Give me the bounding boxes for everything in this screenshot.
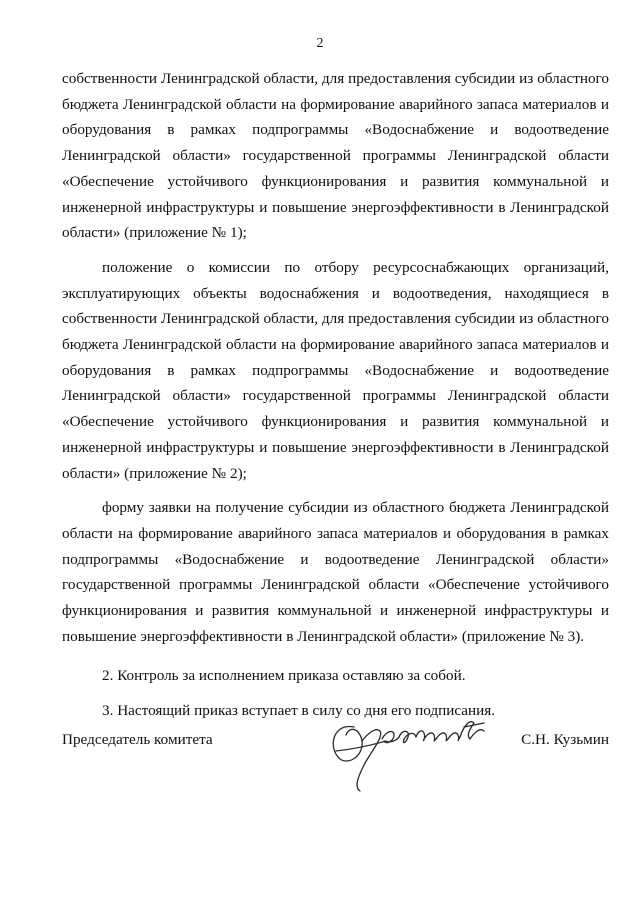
- paragraph-control-clause: 2. Контроль за исполнением приказа оставляю за собой.: [102, 667, 466, 685]
- signature-block: [62, 705, 609, 795]
- paragraph-appendix-1: собственности Ленинградской области, для предоставления субсидии из областного бюджета Ленинградской области на формирование аварийного запаса материалов и оборудования в рамках подпрограммы «Водоснабжение и водоотведение Ленинградской области» государственной программы Ленинградской области «Обеспечение устойчивого функционирования и развития коммунальной и инженерной инфраструктуры и повышение энергоэффективности в Ленинградской области» (приложение № 1);: [62, 70, 609, 242]
- handwritten-signature: [324, 705, 494, 793]
- paragraph-effective-clause: 3. Настоящий приказ вступает в силу со дня его подписания.: [102, 702, 496, 720]
- document-body: [62, 66, 609, 724]
- page-number: 2: [316, 36, 324, 51]
- signatory-name: С.Н. Кузьмин: [521, 731, 609, 748]
- paragraph-appendix-2: положение о комиссии по отбору ресурсоснабжающих организаций, эксплуатирующих объекты водоснабжения и водоотведения, находящиеся в собственности Ленинградской области, для предоставления субсидии из областного бюджета Ленинградской области на формирование аварийного запаса материалов и оборудования в рамках подпрограммы «Водоснабжение и водоотведение Ленинградской области» государственной программы Ленинградской области «Обеспечение устойчивого функционирования и развития коммунальной и инженерной инфраструктуры и повышение энергоэффективности в Ленинградской области» (приложение № 2);: [62, 258, 609, 482]
- signatory-position: Председатель комитета: [62, 731, 213, 748]
- paragraph-appendix-3: форму заявки на получение субсидии из областного бюджета Ленинградской области на формирование аварийного запаса материалов и оборудования в рамках подпрограммы «Водоснабжение и водоотведение Ленинградской области» государственной программы Ленинградской области «Обеспечение устойчивого функционирования и развития коммунальной и инженерной инфраструктуры и повышение энергоэффективности в Ленинградской области» (приложение № 3).: [62, 499, 609, 645]
